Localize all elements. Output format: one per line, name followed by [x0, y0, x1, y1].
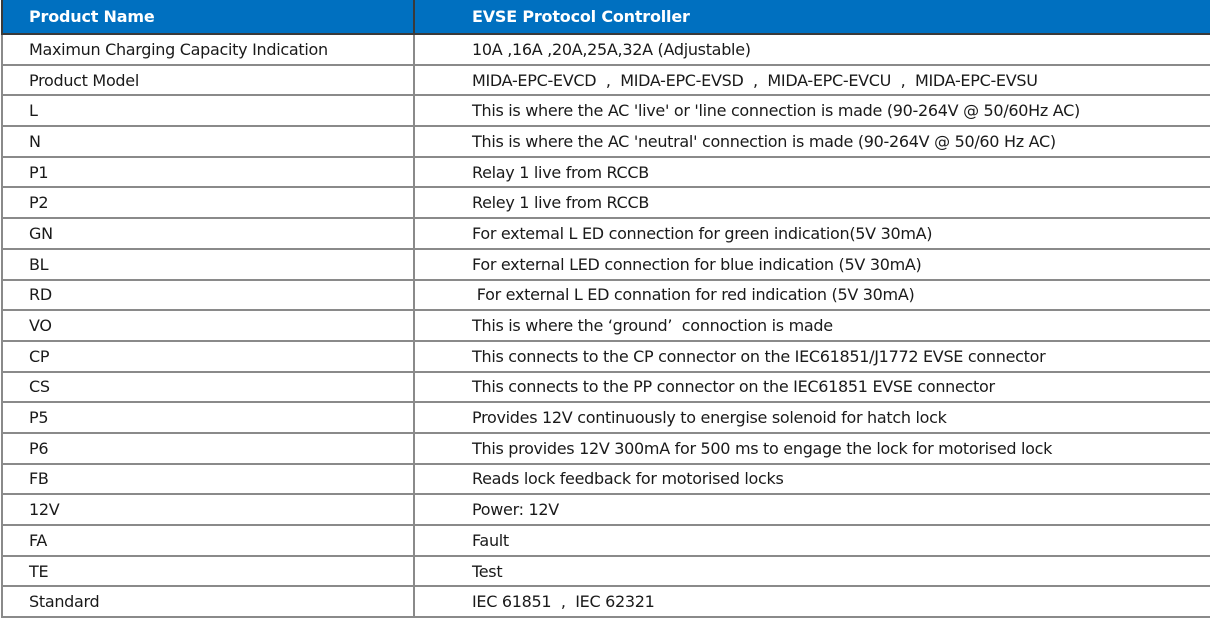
- row-name: GN: [2, 218, 414, 249]
- row-value: For external LED connection for blue indication (5V 30mA): [414, 249, 1210, 280]
- row-name: TE: [2, 556, 414, 587]
- row-value: This is where the AC 'neutral' connection is made (90-264V @ 50/60 Hz AC): [414, 126, 1210, 157]
- row-value: 10A ,16A ,20A,25A,32A (Adjustable): [414, 34, 1210, 65]
- row-value: Fault: [414, 525, 1210, 556]
- table-row: [2, 556, 1210, 587]
- row-value: This connects to the CP connector on the IEC61851/J1772 EVSE connector: [414, 341, 1210, 372]
- row-value: For external L ED connation for red indication (5V 30mA): [414, 280, 1210, 311]
- table-row: [2, 402, 1210, 433]
- header-product-name: Product Name: [2, 0, 414, 34]
- row-value: Provides 12V continuously to energise solenoid for hatch lock: [414, 402, 1210, 433]
- row-name: P5: [2, 402, 414, 433]
- row-name: P6: [2, 433, 414, 464]
- row-value: This connects to the PP connector on the IEC61851 EVSE connector: [414, 372, 1210, 403]
- header-evse-protocol-controller: EVSE Protocol Controller: [414, 0, 1210, 34]
- table-row: [2, 157, 1210, 188]
- table-row: [2, 525, 1210, 556]
- row-name: CS: [2, 372, 414, 403]
- table-row: [2, 586, 1210, 617]
- row-name: FB: [2, 464, 414, 495]
- row-name: P1: [2, 157, 414, 188]
- row-value: Relay 1 live from RCCB: [414, 157, 1210, 188]
- table-row: [2, 218, 1210, 249]
- spec-table: [1, 0, 1210, 618]
- table-row: [2, 341, 1210, 372]
- row-name: RD: [2, 280, 414, 311]
- row-name: P2: [2, 187, 414, 218]
- header-row: [2, 0, 1210, 34]
- row-value: Reads lock feedback for motorised locks: [414, 464, 1210, 495]
- table-row: [2, 310, 1210, 341]
- table-row: [2, 494, 1210, 525]
- table-row: [2, 433, 1210, 464]
- table-row: [2, 280, 1210, 311]
- table-row: [2, 249, 1210, 280]
- row-name: Product Model: [2, 65, 414, 96]
- table-row: [2, 126, 1210, 157]
- row-name: BL: [2, 249, 414, 280]
- row-value: This provides 12V 300mA for 500 ms to engage the lock for motorised lock: [414, 433, 1210, 464]
- row-value: Reley 1 live from RCCB: [414, 187, 1210, 218]
- row-value: Power: 12V: [414, 494, 1210, 525]
- row-name: 12V: [2, 494, 414, 525]
- table-row: [2, 34, 1210, 65]
- table-row: [2, 187, 1210, 218]
- row-value: This is where the ‘ground’ connoction is made: [414, 310, 1210, 341]
- row-value: MIDA-EPC-EVCD , MIDA-EPC-EVSD , MIDA-EPC-EVCU , MIDA-EPC-EVSU: [414, 65, 1210, 96]
- row-name: N: [2, 126, 414, 157]
- row-name: FA: [2, 525, 414, 556]
- row-value: IEC 61851 , IEC 62321: [414, 586, 1210, 617]
- table-row: [2, 95, 1210, 126]
- table-row: [2, 464, 1210, 495]
- row-value: For extemal L ED connection for green indication(5V 30mA): [414, 218, 1210, 249]
- row-name: L: [2, 95, 414, 126]
- row-name: Standard: [2, 586, 414, 617]
- row-name: VO: [2, 310, 414, 341]
- row-name: CP: [2, 341, 414, 372]
- row-value: This is where the AC 'live' or 'line connection is made (90-264V @ 50/60Hz AC): [414, 95, 1210, 126]
- table-row: [2, 65, 1210, 96]
- row-name: Maximun Charging Capacity Indication: [2, 34, 414, 65]
- row-value: Test: [414, 556, 1210, 587]
- table-row: [2, 372, 1210, 403]
